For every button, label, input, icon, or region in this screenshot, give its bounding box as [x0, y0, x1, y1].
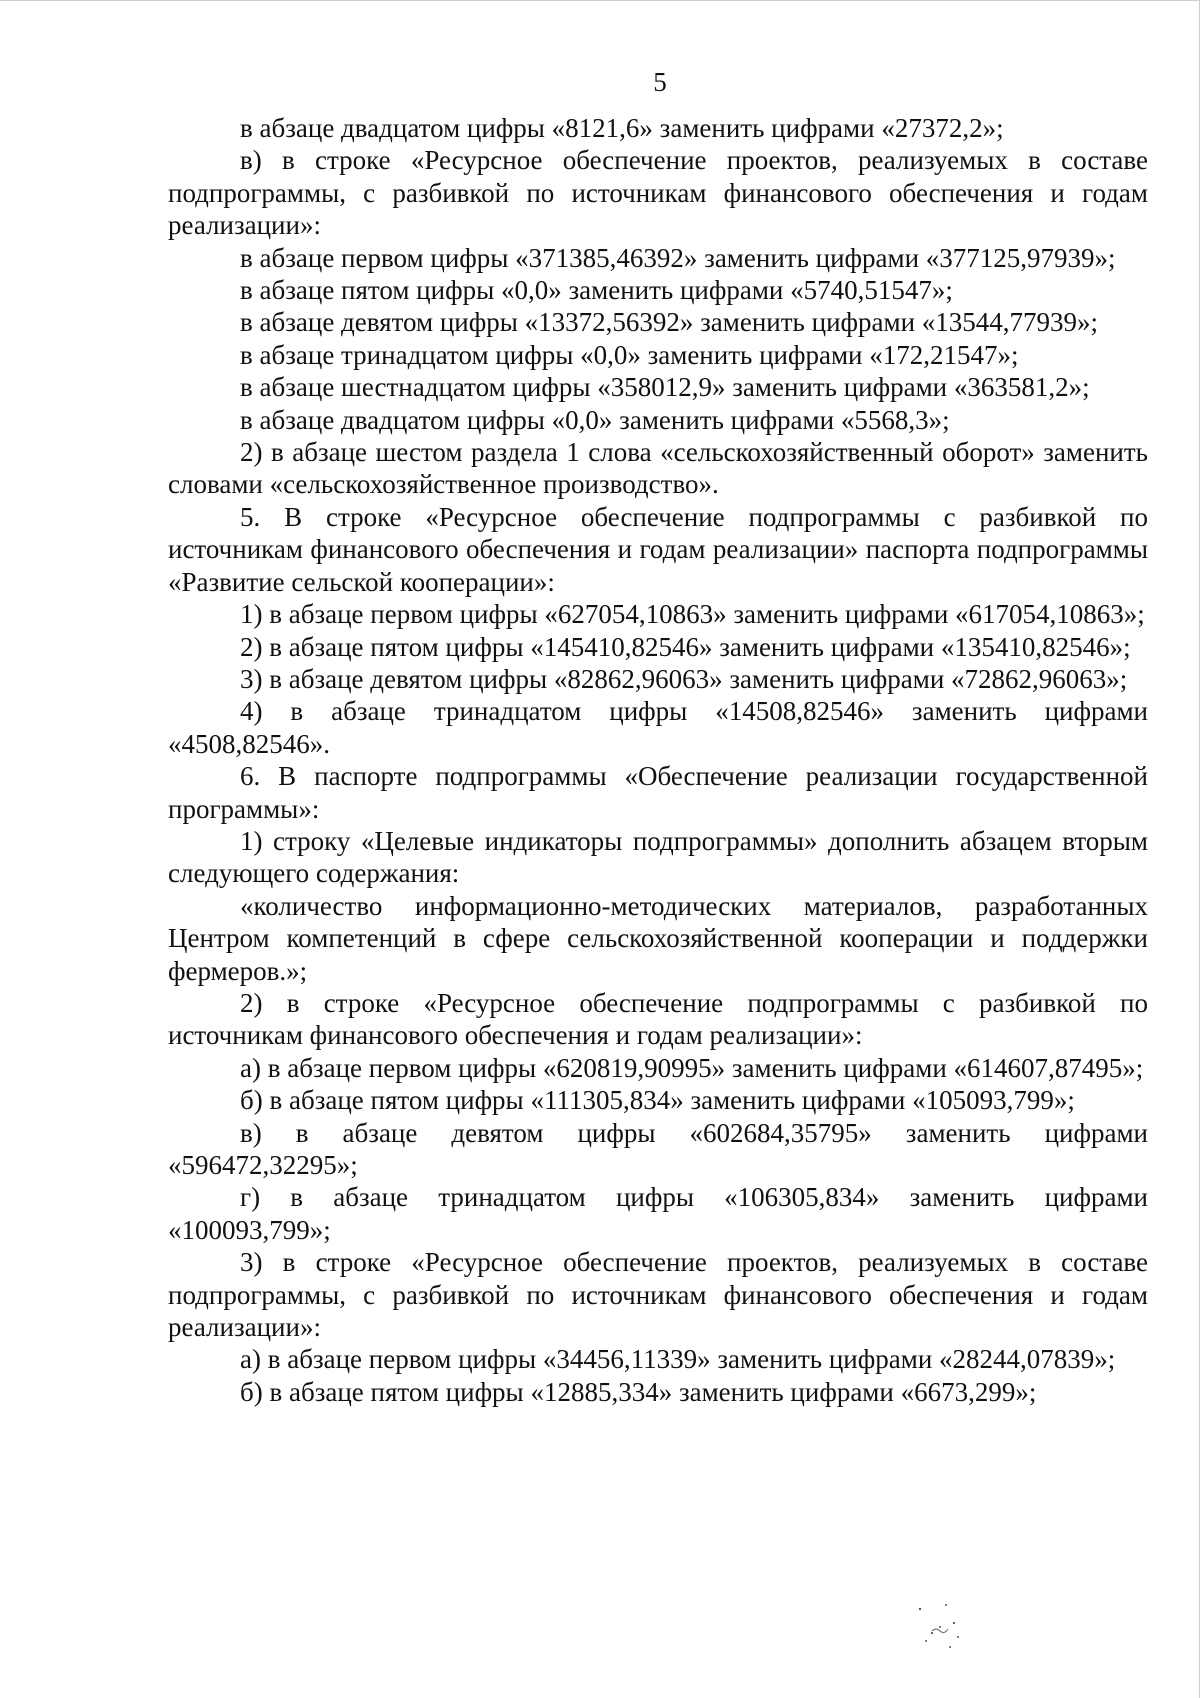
paragraph: в) в строке «Ресурсное обеспечение проектов, реализуемых в составе подпрограммы, с разбивкой по источникам финансового обеспечения и годам реализации»: — [168, 145, 1148, 241]
page-number: 5 — [653, 67, 667, 97]
paragraph: в абзаце первом цифры «371385,46392» заменить цифрами «377125,97939»; — [240, 242, 1116, 273]
paragraph: г) в абзаце тринадцатом цифры «106305,834» заменить цифрами «100093,799»; — [168, 1182, 1148, 1245]
paragraph: в абзаце двадцатом цифры «8121,6» заменить цифрами «27372,2»; — [240, 113, 1004, 143]
paragraph: б) в абзаце пятом цифры «111305,834» заменить цифрами «105093,799»; — [240, 1085, 1075, 1116]
paragraph: в абзаце пятом цифры «0,0» заменить цифрами «5740,51547»; — [240, 275, 953, 306]
paragraph: 5. В строке «Ресурсное обеспечение подпрограммы с разбивкой по источникам финансового обеспечения и годам реализации» паспорта подпрограммы «Развитие сельской кооперации»: — [168, 501, 1148, 597]
paragraph: 1) в абзаце первом цифры «627054,10863» заменить цифрами «617054,10863»; — [240, 599, 1145, 630]
paragraph: в абзаце девятом цифры «13372,56392» заменить цифрами «13544,77939»; — [240, 307, 1099, 338]
paragraph: а) в абзаце первом цифры «34456,11339» заменить цифрами «28244,07839»; — [240, 1344, 1116, 1375]
document-body — [168, 112, 1148, 1408]
paragraph: 1) строку «Целевые индикаторы подпрограммы» дополнить абзацем вторым следующего содержания: — [168, 825, 1148, 889]
paragraph: а) в абзаце первом цифры «620819,90995» заменить цифрами «614607,87495»; — [240, 1052, 1144, 1083]
paragraph: б) в абзаце пятом цифры «12885,334» заменить цифрами «6673,299»; — [240, 1376, 1037, 1407]
paragraph: в абзаце двадцатом цифры «0,0» заменить цифрами «5568,3»; — [240, 404, 950, 435]
paragraph: в абзаце тринадцатом цифры «0,0» заменить цифрами «172,21547»; — [240, 339, 1019, 370]
paragraph: 2) в строке «Ресурсное обеспечение подпрограммы с разбивкой по источникам финансового обеспечения и годам реализации»: — [168, 987, 1148, 1051]
paragraph: 3) в абзаце девятом цифры «82862,96063» заменить цифрами «72862,96063»; — [240, 663, 1128, 694]
paragraph: 3) в строке «Ресурсное обеспечение проектов, реализуемых в составе подпрограммы, с разбивкой по источникам финансового обеспечения и годам реализации»: — [168, 1247, 1148, 1343]
paragraph: 6. В паспорте подпрограммы «Обеспечение реализации государственной программы»: — [168, 761, 1148, 824]
paragraph: «количество информационно-методических материалов, разработанных Центром компетенций в сфере сельскохозяйственной кооперации и поддержки фермеров.»; — [168, 890, 1148, 986]
ink-marks — [910, 1601, 990, 1661]
paragraph: 2) в абзаце пятом цифры «145410,82546» заменить цифрами «135410,82546»; — [240, 631, 1131, 662]
paragraph: 2) в абзаце шестом раздела 1 слова «сельскохозяйственный оборот» заменить словами «сельскохозяйственное производство». — [168, 437, 1148, 500]
paragraph: 4) в абзаце тринадцатом цифры «14508,82546» заменить цифрами «4508,82546». — [168, 696, 1148, 759]
paragraph: в) в абзаце девятом цифры «602684,35795» заменить цифрами «596472,32295»; — [168, 1117, 1148, 1180]
paragraph: в абзаце шестнадцатом цифры «358012,9» заменить цифрами «363581,2»; — [240, 372, 1090, 403]
